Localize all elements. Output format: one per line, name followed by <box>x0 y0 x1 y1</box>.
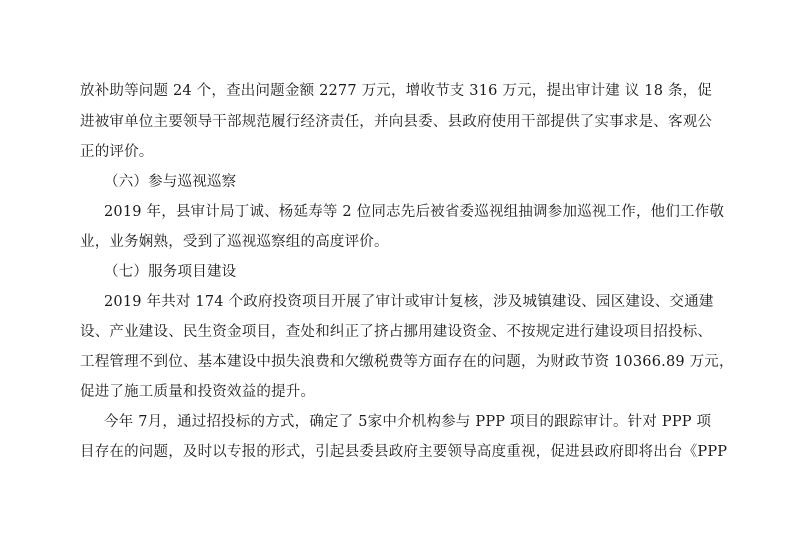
paragraph-line: 进被审单位主要领导干部规范履行经济责任，并向县委、县政府使用干部提供了实事求是、客观公 <box>80 114 713 130</box>
paragraph-line: 2019 年，县审计局丁诚、杨延寿等 2 位同志先后被省委巡视组抽调参加巡视工作，他们工作敬 <box>104 204 725 220</box>
section-heading: （六）参与巡视巡察 <box>104 174 237 190</box>
paragraph-line: 2019 年共对 174 个政府投资项目开展了审计或审计复核，涉及城镇建设、园区建设、交通建 <box>104 294 714 310</box>
paragraph-line: 促进了施工质量和投资效益的提升。 <box>80 384 316 400</box>
paragraph-line: 设、产业建设、民生资金项目，查处和纠正了挤占挪用建设资金、不按规定进行建设项目招投标、 <box>80 324 713 340</box>
paragraph-line: 业，业务娴熟，受到了巡视巡察组的高度评价。 <box>80 234 389 250</box>
paragraph-line: 放补助等问题 24 个，查出问题金额 2277 万元，增收节支 316 万元，提出审计建 议 18 条，促 <box>80 83 713 99</box>
paragraph-line: 今年 7月，通过招投标的方式，确定了 5家中介机构参与 PPP 项目的跟踪审计。针对 PPP 项 <box>104 414 712 430</box>
section-heading: （七）服务项目建设 <box>104 264 237 280</box>
paragraph-line: 工程管理不到位、基本建设中损失浪费和欠缴税费等方面存在的问题，为财政节资 10366.89 万元， <box>80 354 734 370</box>
paragraph-line: 目存在的问题，及时以专报的形式，引起县委县政府主要领导高度重视，促进县政府即将出台《PPP <box>80 444 728 460</box>
paragraph-line: 正的评价。 <box>80 144 154 160</box>
